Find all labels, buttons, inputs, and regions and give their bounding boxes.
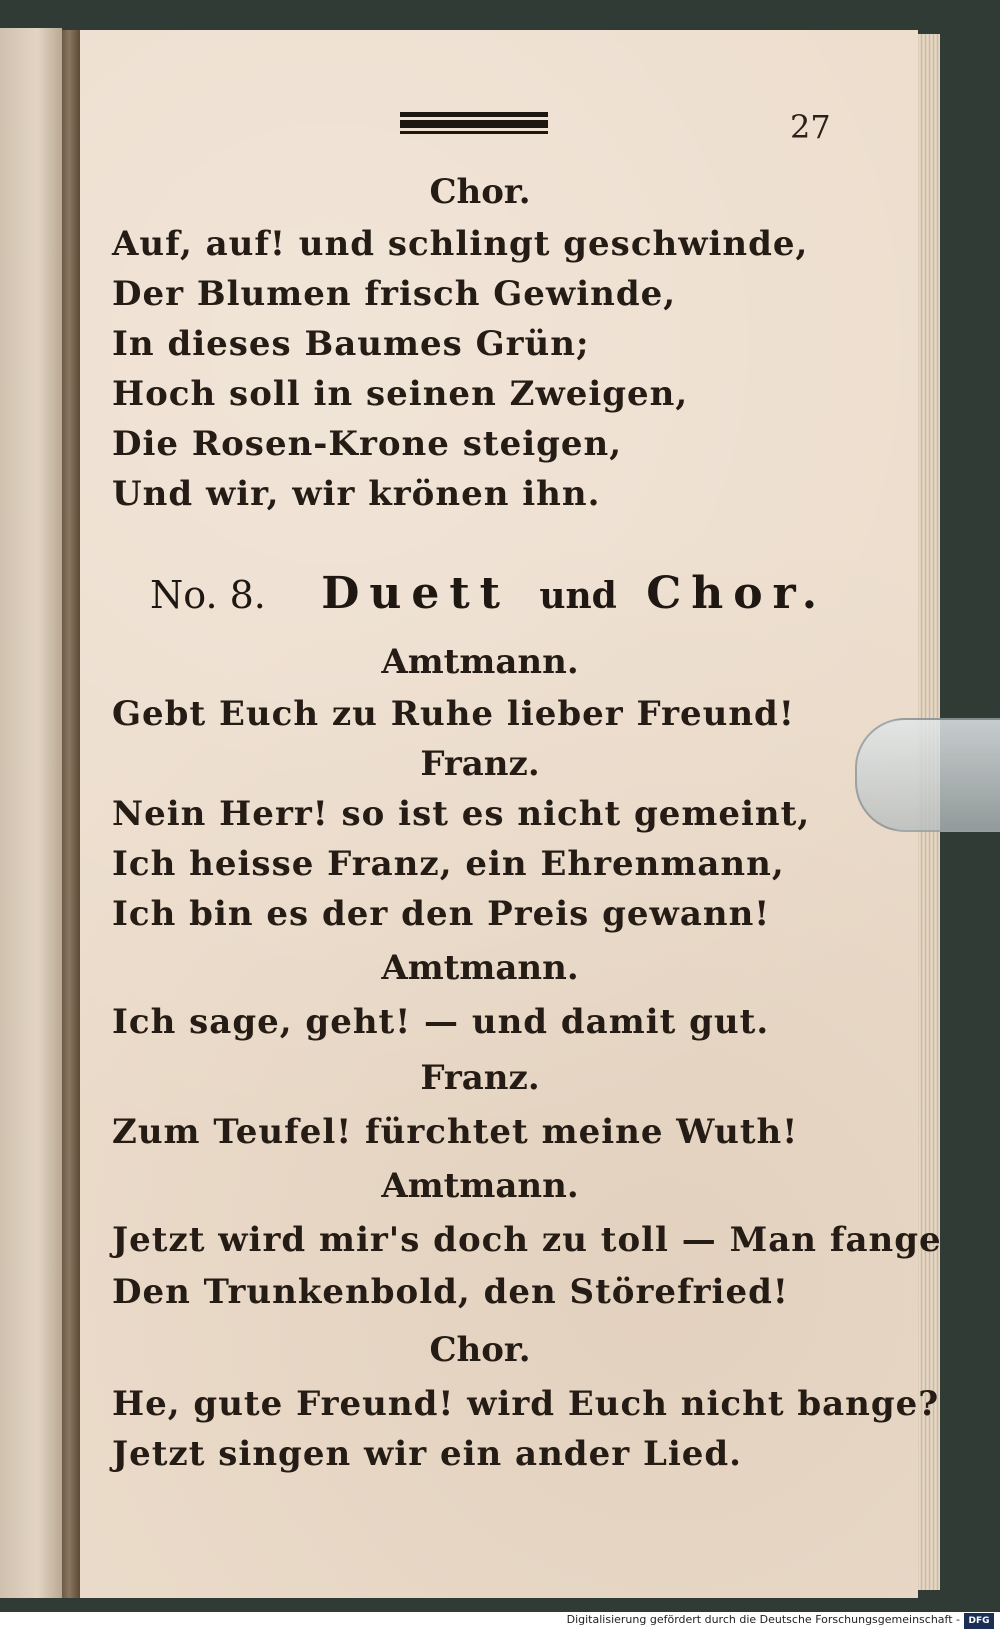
dialogue-line: Nein Herr! so ist es nicht gemeint, [112, 794, 811, 834]
verse-line: Auf, auf! und schlingt geschwinde, [112, 224, 809, 264]
verse-line: Hoch soll in seinen Zweigen, [112, 374, 689, 414]
heading-title-duett: Duett [321, 568, 510, 619]
section-heading [150, 568, 828, 628]
dialogue-line: Ich bin es der den Preis gewann! [112, 894, 771, 934]
verse-line: Die Rosen-Krone steigen, [112, 424, 623, 464]
speaker-label: Amtmann. [381, 948, 579, 988]
dialogue-line: Zum Teufel! fürchtet meine Wuth! [112, 1112, 799, 1152]
speaker-label: Amtmann. [381, 642, 579, 682]
speaker-label: Franz. [420, 744, 540, 784]
verse-line: In dieses Baumes Grün; [112, 324, 590, 364]
verse-line: Der Blumen frisch Gewinde, [112, 274, 677, 314]
verse-line: Und wir, wir krönen ihn. [112, 474, 601, 514]
heading-number: No. 8. [150, 573, 266, 617]
dialogue-line: Gebt Euch zu Ruhe lieber Freund! [112, 694, 795, 734]
dialogue-line: Jetzt singen wir ein ander Lied. [112, 1434, 743, 1474]
speaker-label: Amtmann. [381, 1166, 579, 1206]
footer-credit: Digitalisierung gefördert durch die Deutsche Forschungsgemeinschaft - [566, 1613, 960, 1626]
page-number: 27 [790, 108, 831, 146]
dialogue-line: Ich heisse Franz, ein Ehrenmann, [112, 844, 785, 884]
page-clip [855, 718, 1000, 832]
dialogue-line: Jetzt wird mir's doch zu toll — Man fange [112, 1220, 942, 1260]
header-ornament [400, 112, 548, 136]
dialogue-line: He, gute Freund! wird Euch nicht bange? [112, 1384, 940, 1424]
speaker-label: Franz. [420, 1058, 540, 1098]
dialogue-line: Den Trunkenbold, den Störefried! [112, 1272, 789, 1312]
heading-title-chor: Chor. [646, 568, 828, 619]
dialogue-line: Ich sage, geht! — und damit gut. [112, 1002, 770, 1042]
dfg-logo-icon: DFG [964, 1613, 994, 1629]
footer-bar [0, 1612, 1000, 1631]
speaker-label: Chor. [429, 1330, 531, 1370]
heading-title-und: und [539, 575, 617, 617]
speaker-label: Chor. [429, 172, 531, 212]
